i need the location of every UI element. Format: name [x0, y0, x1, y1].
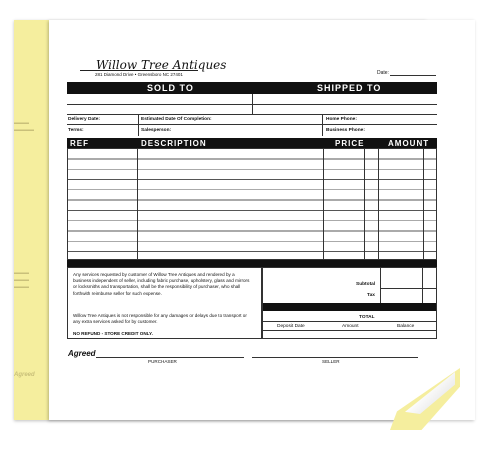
ghost-agreed: Agreed	[14, 372, 35, 378]
info-divider	[138, 114, 139, 136]
date-field[interactable]	[390, 75, 436, 76]
price-column-header: PRICE	[335, 139, 365, 148]
agreed-label: Agreed	[68, 349, 96, 358]
total-label: TOTAL	[359, 315, 375, 320]
subtotal-label: Subtotal	[356, 282, 376, 287]
deposit-date-label: Deposit Date	[277, 324, 305, 329]
totals-box	[262, 267, 437, 339]
ref-column-divider	[137, 148, 138, 260]
seller-label: SELLER	[322, 359, 340, 364]
price-column-divider	[378, 148, 379, 260]
estimated-completion-label: Estimated Date Of Completion:	[141, 117, 212, 122]
ref-column-header: REF	[70, 139, 89, 148]
balance-label: Balance	[397, 324, 415, 329]
info-line	[67, 124, 437, 125]
sold-to-heading: SOLD TO	[147, 83, 194, 93]
tax-label: Tax	[367, 293, 375, 298]
delivery-date-label: Delivery Date:	[68, 117, 100, 122]
seller-signature-line[interactable]	[252, 357, 418, 358]
company-address: 281 Diamond Drive • Greensboro NC 27401	[95, 72, 183, 77]
address-line	[67, 114, 437, 115]
no-refund-notice: NO REFUND - STORE CREDIT ONLY.	[73, 331, 153, 336]
terms-label: Terms:	[68, 128, 84, 133]
info-divider	[322, 114, 323, 136]
description-column-divider	[323, 148, 324, 260]
description-column-header: DESCRIPTION	[141, 139, 207, 148]
home-phone-label: Home Phone:	[326, 117, 357, 122]
shipped-to-heading: SHIPPED TO	[317, 83, 382, 93]
amount-label: Amount	[342, 324, 359, 329]
purchaser-label: PURCHASER	[148, 359, 177, 364]
items-table[interactable]	[67, 148, 437, 260]
address-header-bar	[67, 82, 437, 94]
price-cents-divider	[364, 148, 365, 260]
terms-paragraph-2: Willow Tree Antiques is not responsible for any damages or delays due to transport or any extra services asked for by customer.	[73, 313, 247, 325]
amount-cents-divider	[423, 148, 424, 260]
address-divider	[252, 94, 253, 114]
ghost-text: ▬▬▬ ▬▬▬ ▬▬▬	[14, 270, 29, 290]
ghost-text: ▬▬▬ ▬▬▬▬	[14, 120, 34, 133]
terms-paragraph-1: Any services requested by customer of Willow Tree Antiques and rendered by a business independent of seller, including fabric purchase, upholstery, glass and mirrors or locksmiths and transportation, shall be the responsibility of purchaser, who shall forthwith reimburse seller for such expense.	[73, 272, 250, 296]
company-logo: Willow Tree Antiques	[96, 58, 227, 72]
logo-underline	[80, 70, 198, 71]
date-label: Date:	[377, 70, 389, 76]
salesperson-label: Salesperson:	[141, 128, 172, 133]
business-phone-label: Business Phone:	[326, 128, 365, 133]
purchaser-signature-line[interactable]	[96, 357, 244, 358]
amount-column-header: AMOUNT	[388, 139, 430, 148]
table-footer-bar	[67, 260, 437, 267]
items-header-bar	[67, 138, 437, 148]
